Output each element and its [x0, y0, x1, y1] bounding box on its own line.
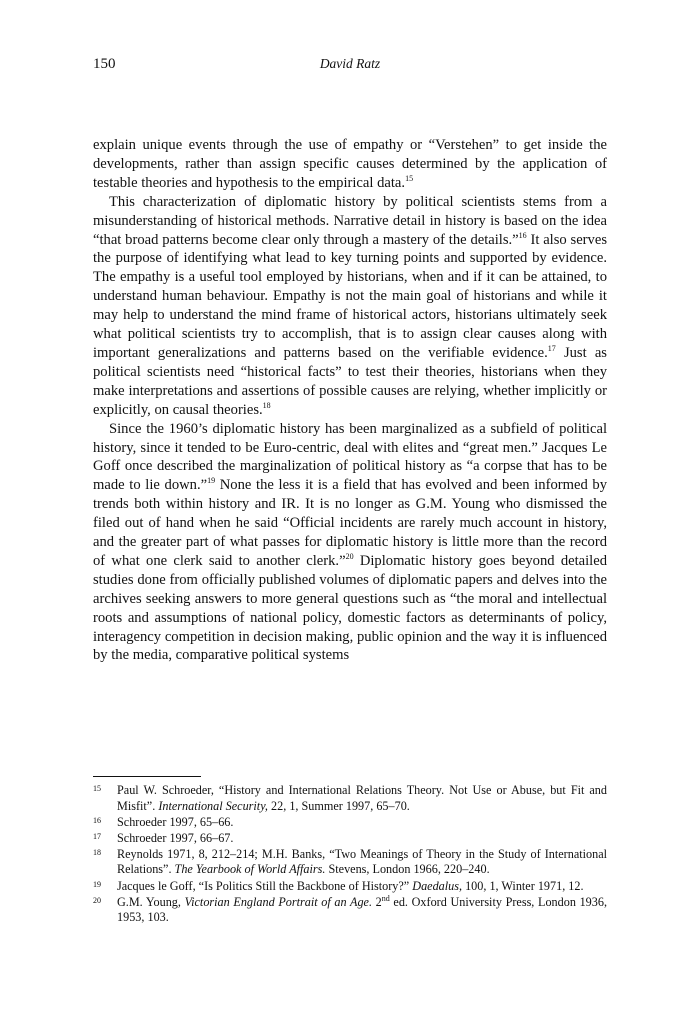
text-run: 22, 1, Summer 1997, 65–70. [267, 798, 410, 813]
note-reference: 16 [518, 230, 527, 240]
text-run: Diplomatic history goes beyond detailed studies done from officially published volumes of diplomatic papers and delves into the archives seeking answers to more general questions such as “the moral and intellectual roots and assumptions of national policy, domestic factors as determinants of policy, interagency competition in decision making, public opinion and the way it is influenced by the media, comparative political systems [93, 552, 608, 664]
footnote-list [93, 783, 607, 926]
paragraph [93, 420, 607, 666]
footnote-text [117, 783, 607, 814]
paragraph [93, 136, 607, 193]
footnote-text [117, 879, 607, 895]
text-run: G.M. Young, [117, 894, 185, 909]
text-run: This characterization of diplomatic history by political scientists stems from a misunderstanding of historical methods. Narrative detail in history is based on the idea “that broad patterns become clear only through a mastery of the details.” [93, 193, 607, 248]
footnote-number: 15 [93, 784, 101, 793]
note-reference: 19 [207, 476, 216, 486]
text-run: Just as political scientists need “historical facts” to test their theories, historians when they make interpretations and assertions of possible causes are relying, whether implicitly or explicitly, on causal theories. [93, 344, 607, 418]
page-number: 150 [93, 56, 116, 72]
text-run: Jacques le Goff, “Is Politics Still the Backbone of History?” [117, 878, 413, 893]
footnote-text [117, 847, 607, 878]
footnote [93, 783, 607, 814]
footnote-number: 20 [93, 895, 101, 905]
footnote [93, 847, 607, 878]
body-text [93, 136, 607, 665]
footnote-rule [93, 776, 201, 777]
footnote-number: 16 [93, 815, 101, 825]
note-reference: 17 [547, 344, 556, 354]
text-run: Stevens, London 1966, 220–240. [325, 862, 490, 877]
text-run: None the less it is a field that has evolved and been informed by trends both within history and IR. It is no longer as G.M. Young who dismissed the filed out of hand when he said “Official incidents are rarely much account in history, and the greater part of what passes for diplomatic history is little more than the record of what one clerk said to another clerk.” [93, 477, 607, 569]
text-run: 100, 1, Winter 1971, 12. [462, 878, 584, 893]
footnotes-section [93, 776, 607, 926]
footnote [93, 831, 607, 847]
running-head: David Ratz [319, 56, 381, 71]
paragraph [93, 193, 607, 420]
text-run: ed. Oxford University Press, London 1936, 1953, 103. [117, 894, 607, 925]
footnote-number: 18 [93, 847, 101, 857]
note-reference: 20 [345, 552, 354, 562]
text-run: Paul W. Schroeder, “History and International Relations Theory. Not Use or Abuse, but Fit and Misfit”. [117, 783, 607, 813]
note-reference: 15 [405, 173, 414, 183]
text-run: 2 [372, 894, 382, 909]
footnote [93, 815, 607, 831]
footnote-text [117, 831, 607, 847]
text-run: explain unique events through the use of empathy or “Verstehen” to get inside the developments, rather than assign specific causes determined by the application of testable theories and hypothesis to the empirical data. [93, 137, 607, 191]
text-run: It also serves the purpose of identifying what lead to key turning points and supported by evidence. The empathy is a useful tool employed by historians, when and if it can be attained, to understand human behaviour. Empathy is not the main goal of historians and while it may help to understand the mind frame of historical actors, historians ultimately seek what political scientists try to accomplish, that is to assign clear causes along with important generalizations and patterns based on the verifiable evidence. [93, 231, 607, 361]
text-run: Reynolds 1971, 8, 212–214; M.H. Banks, “Two Meanings of Theory in the Study of International Relations”. [117, 846, 607, 877]
italic-title: International Security, [158, 798, 268, 813]
footnote [93, 879, 607, 895]
note-reference: 18 [262, 400, 271, 410]
footnote-text [117, 895, 607, 926]
footnote [93, 895, 607, 926]
text-run: Since the 1960’s diplomatic history has been marginalized as a subfield of political history, since it tended to be Euro-centric, deal with elites and “great men.” Jacques Le Goff once described the marginalization of political history as “a corpse that has to be made to lie down.” [93, 420, 607, 494]
text-run: Schroeder 1997, 65–66. [117, 814, 234, 829]
text-run: Schroeder 1997, 66–67. [117, 830, 234, 845]
footnote-number: 19 [93, 879, 101, 889]
italic-title: Daedalus, [412, 878, 463, 893]
italic-title: Victorian England Portrait of an Age. [184, 894, 373, 909]
footnote-number: 17 [93, 831, 101, 841]
footnote-text [117, 815, 607, 831]
note-reference: nd [381, 893, 390, 903]
italic-title: The Yearbook of World Affairs. [174, 862, 326, 877]
